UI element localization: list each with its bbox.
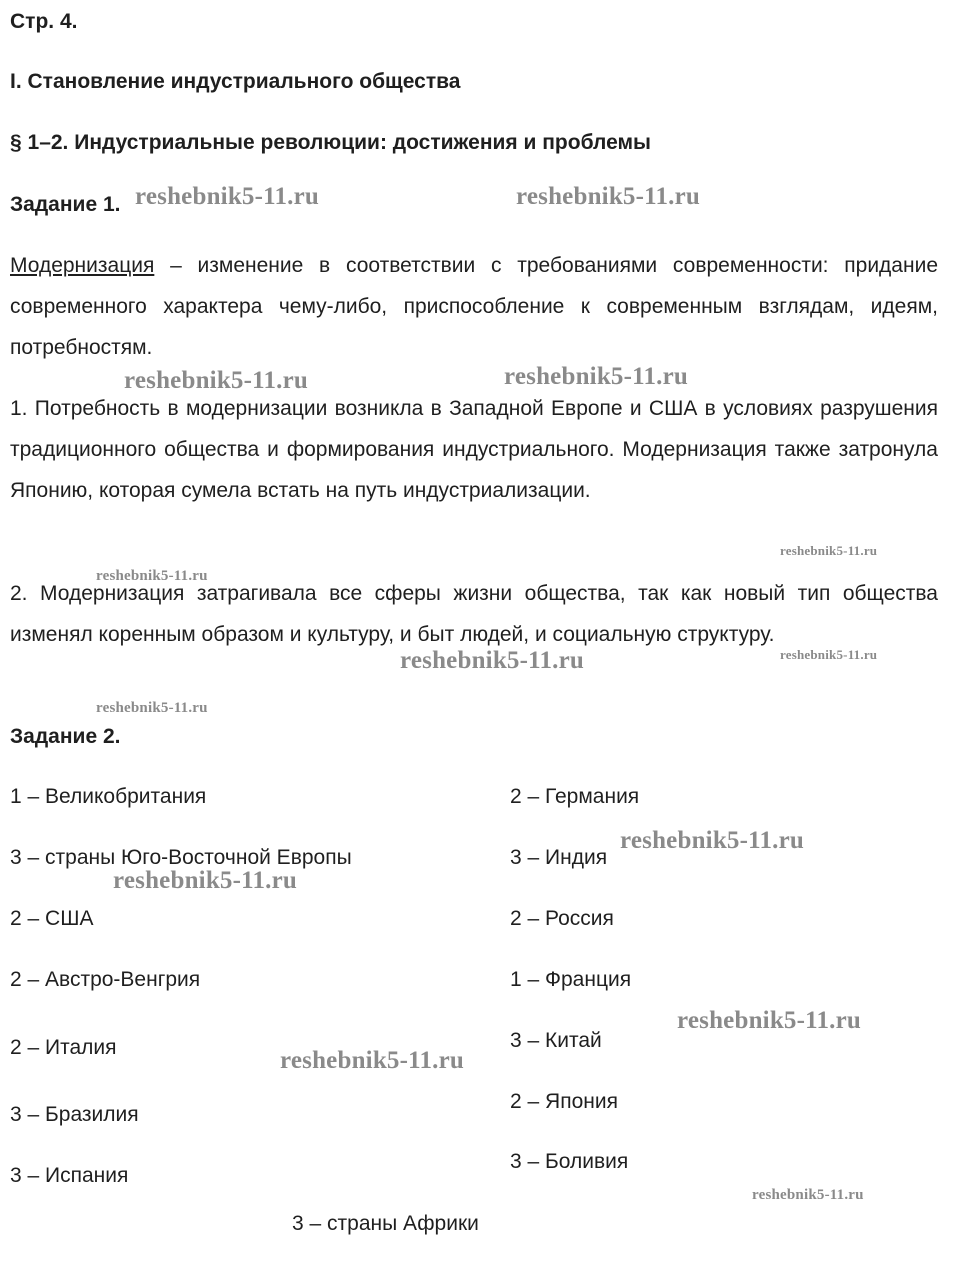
list-item-last: 3 – страны Африки — [292, 1212, 479, 1235]
list-item: 3 – Бразилия — [10, 1103, 139, 1126]
watermark: reshebnik5-11.ru — [620, 827, 805, 854]
list-item: 3 – Боливия — [510, 1150, 629, 1173]
list-item: 3 – Индия — [510, 846, 608, 869]
list-item: 2 – Россия — [510, 907, 614, 930]
list-item: 2 – США — [10, 907, 94, 930]
list-item: 2 – Япония — [510, 1090, 618, 1113]
section-title: I. Становление индустриального общества — [10, 70, 461, 93]
watermark: reshebnik5-11.ru — [124, 367, 309, 394]
list-item: 3 – Испания — [10, 1164, 129, 1187]
paragraph-title: § 1–2. Индустриальные революции: достижения и проблемы — [10, 131, 651, 154]
watermark: reshebnik5-11.ru — [780, 543, 878, 558]
watermark: reshebnik5-11.ru — [516, 183, 701, 210]
list-item: 2 – Германия — [510, 785, 640, 808]
watermark: reshebnik5-11.ru — [752, 1187, 864, 1203]
list-item: 3 – Китай — [510, 1029, 602, 1052]
task2-heading: Задание 2. — [10, 725, 121, 748]
watermark: reshebnik5-11.ru — [96, 700, 208, 716]
watermark: reshebnik5-11.ru — [280, 1047, 465, 1074]
definition-term: Модернизация — [10, 254, 155, 277]
watermark: reshebnik5-11.ru — [780, 647, 878, 662]
watermark: reshebnik5-11.ru — [504, 363, 689, 390]
definition-text: – изменение в соответствии с требованиями современности: придание современного характера чему-либо, приспособление к современным взглядам, идеям, потребностям. — [10, 254, 938, 359]
list-item: 2 – Италия — [10, 1036, 117, 1059]
point-1: 1. Потребность в модернизации возникла в Западной Европе и США в условиях разрушения традиционного общества и формирования индустриального. Модернизация также затронула Японию, которая сумела встать на путь индустриализации. — [10, 397, 938, 502]
watermark: reshebnik5-11.ru — [400, 647, 585, 674]
watermark: reshebnik5-11.ru — [113, 867, 298, 894]
watermark: reshebnik5-11.ru — [96, 568, 208, 584]
watermark: reshebnik5-11.ru — [135, 183, 320, 210]
point-2: 2. Модернизация затрагивала все сферы жизни общества, так как новый тип общества изменял коренным образом и культуру, и быт людей, и социальную структуру. — [10, 582, 938, 646]
list-item: 1 – Франция — [510, 968, 632, 991]
definition-paragraph — [10, 245, 938, 368]
list-item: 3 – страны Юго-Восточной Европы — [10, 846, 352, 869]
list-item: 2 – Австро-Венгрия — [10, 968, 201, 991]
watermark: reshebnik5-11.ru — [677, 1007, 862, 1034]
task1-heading: Задание 1. — [10, 193, 121, 216]
list-item: 1 – Великобритания — [10, 785, 207, 808]
page-label: Стр. 4. — [10, 10, 78, 33]
